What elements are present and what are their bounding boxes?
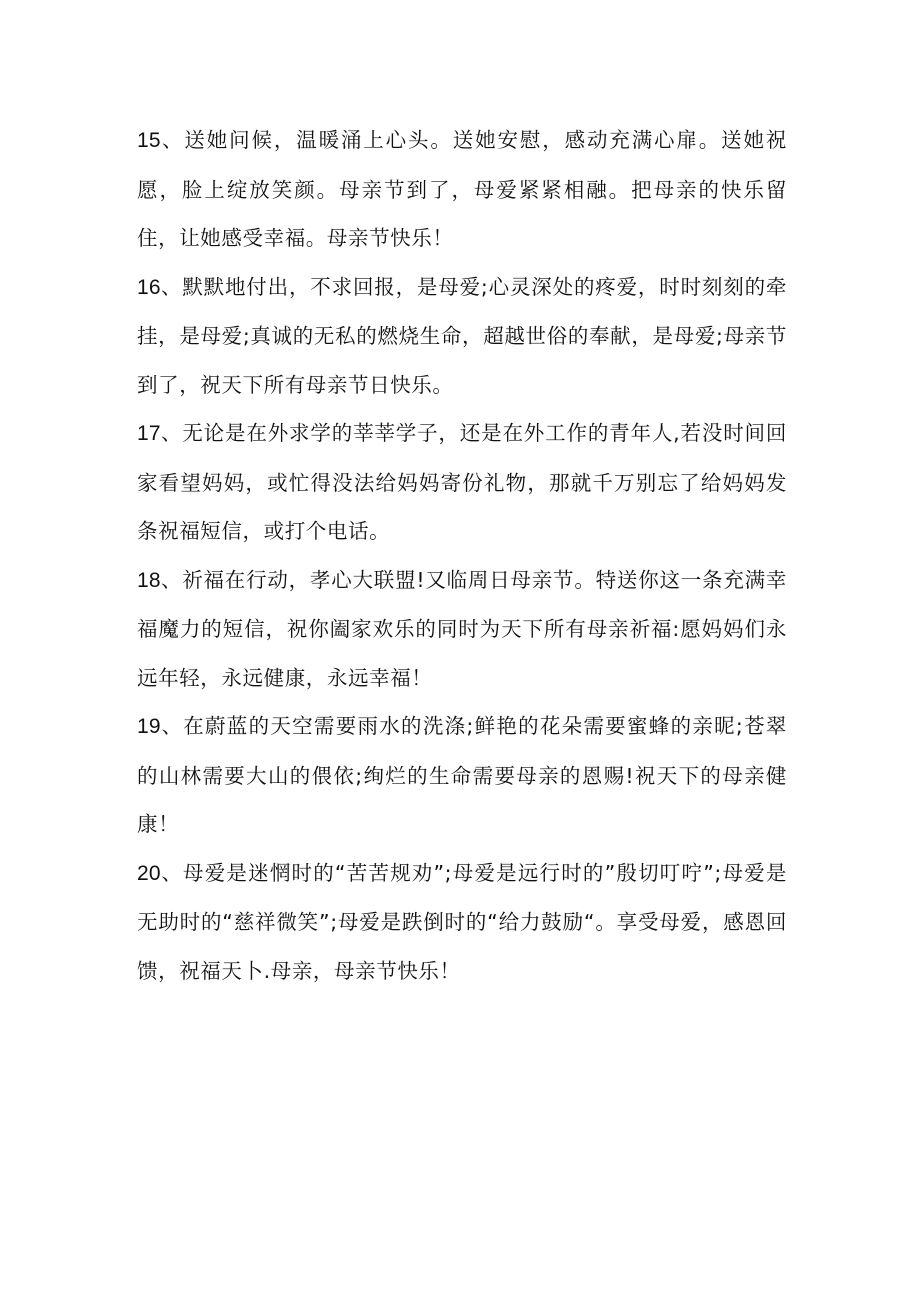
list-item: [137, 702, 787, 849]
item-text: 、默默地付出，不求回报，是母爱;心灵深处的疼爱，时时刻刻的牵挂，是母爱;真诚的无私的燃烧生命，超越世俗的奉献，是母爱;母亲节到了，祝天下所有母亲节日快乐。: [137, 274, 787, 397]
list-item: [137, 263, 787, 410]
list-item: [137, 849, 787, 996]
document-body: [137, 116, 787, 995]
item-text: 、无论是在外求学的莘莘学子，还是在外工作的青年人,若没时间回家看望妈妈，或忙得没法给妈妈寄份礼物，那就千万别忘了给妈妈发条祝福短信，或打个电话。: [137, 421, 787, 543]
item-text: 、送她问候，温暖涌上心头。送她安慰，感动充满心扉。送她祝愿，脸上绽放笑颜。母亲节到了，母爱紧紧相融。把母亲的快乐留住，让她感受幸福。母亲节快乐！: [137, 128, 787, 250]
item-number: 18: [137, 568, 161, 592]
item-text: 、祈福在行动，孝心大联盟!又临周日母亲节。特送你这一条充满幸福魔力的短信，祝你阖家欢乐的同时为天下所有母亲祈福:愿妈妈们永远年轻，永远健康，永远幸福！: [137, 567, 787, 690]
item-text: 、母爱是迷惘时的“苦苦规劝”;母爱是远行时的”殷切叮咛”;母爱是无助时的“慈祥微笑”;母爱是跌倒时的“给力鼓励“。享受母爱，感恩回馈，祝福天卜.母亲，母亲节快乐！: [137, 860, 787, 983]
list-item: [137, 556, 787, 703]
item-number: 16: [137, 275, 161, 299]
item-number: 20: [137, 861, 161, 885]
item-text: 、在蔚蓝的天空需要雨水的洗涤;鲜艳的花朵需要蜜蜂的亲昵;苍翠的山林需要大山的偎依;绚烂的生命需要母亲的恩赐!祝天下的母亲健康！: [137, 714, 787, 836]
item-number: 15: [137, 129, 161, 152]
list-item: [137, 116, 787, 263]
list-item: [137, 409, 787, 556]
item-number: 19: [137, 715, 161, 738]
item-number: 17: [137, 422, 161, 445]
